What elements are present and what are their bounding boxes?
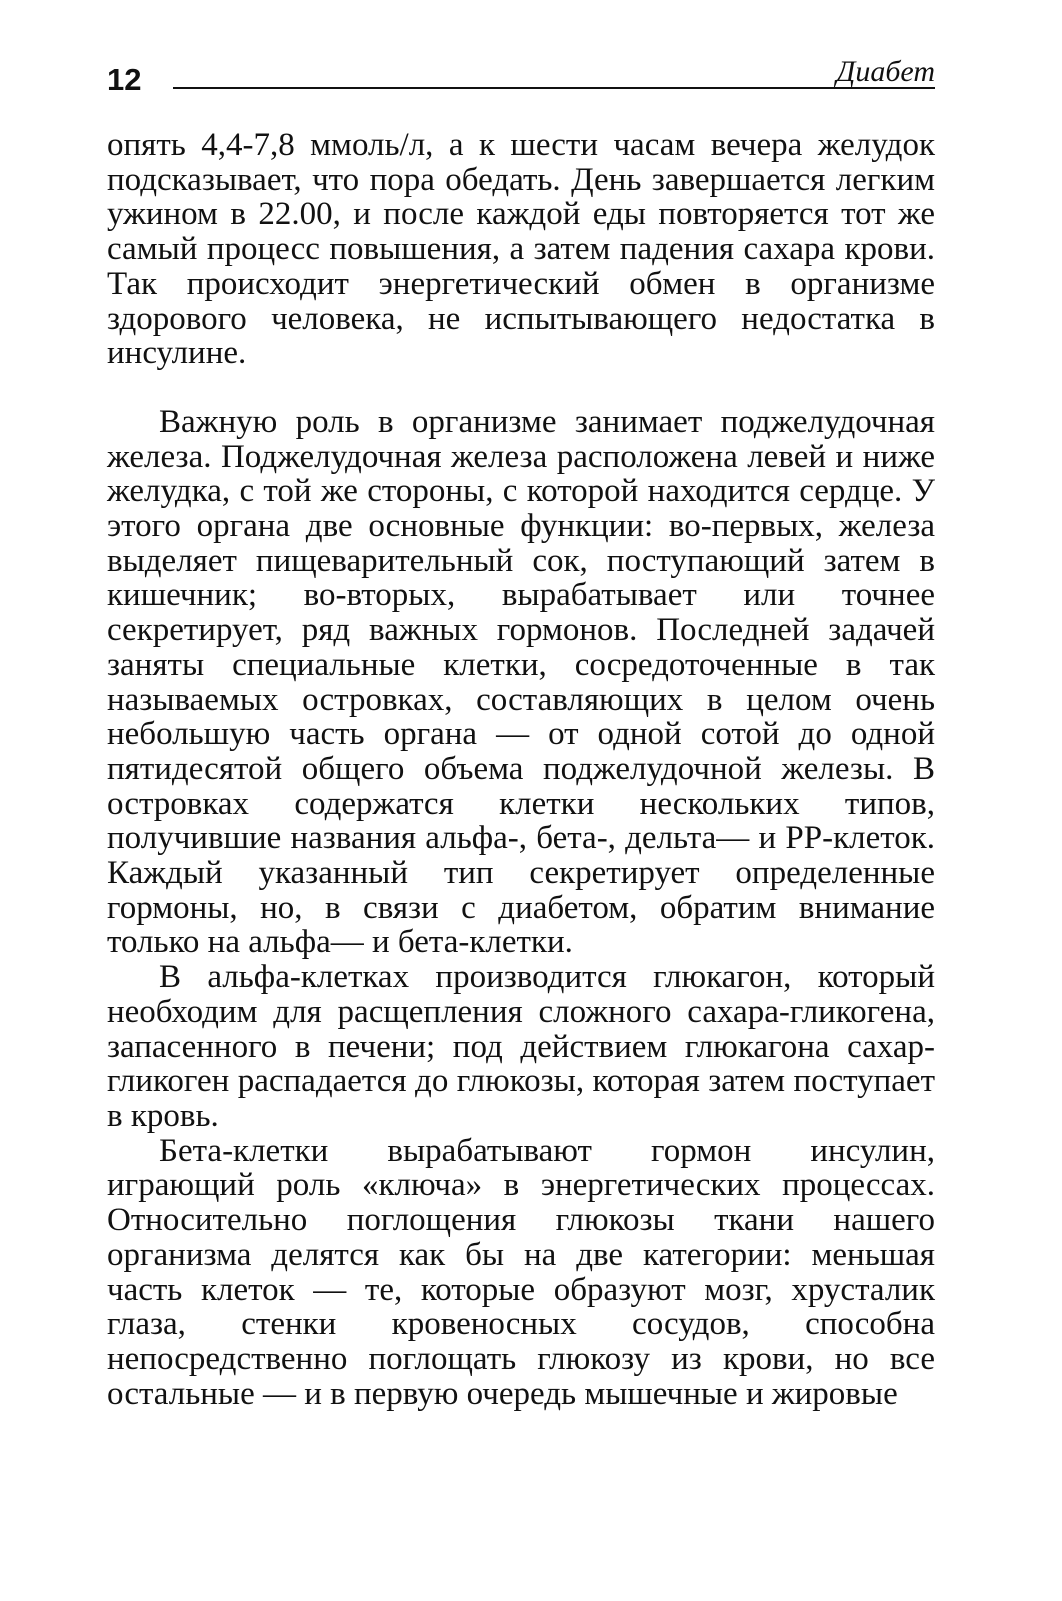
running-title: Диабет	[836, 55, 935, 88]
paragraph-beta-cells: Бета-клетки вырабатывают гормон инсулин, играющий роль «ключа» в энергетических процессах. Относительно поглощения глюкозы ткани нашего организма делятся как бы на две категории: меньшая часть клеток — те, которые образуют мозг, хрусталик глаза, стенки кровеносных сосудов, способна непосредственно поглощать глюкозу из крови, но все остальные — и в первую очередь мышечные и жировые	[107, 1132, 935, 1412]
paragraph-pancreas: Важную роль в организме занимает поджелудочная железа. Поджелудочная железа расположена левей и ниже желудка, с той же стороны, с которой находится сердце. У этого органа две основные функции: во-первых, железа выделяет пищеварительный сок, поступающий затем в кишечник; во-вторых, вырабатывает или точнее секретирует, ряд важных гормонов. Последней задачей заняты специальные клетки, сосредоточенные в так называемых островках, составляющих в целом очень небольшую часть органа — от одной сотой до одной пятидесятой общего объема поджелудочной железы. В островках содержатся клетки нескольких типов, получившие названия альфа-, бета-, дельта— и РР-клеток. Каждый указанный тип секретирует определенные гормоны, но, в связи с диабетом, обратим внимание только на альфа— и бета-клетки.	[107, 403, 935, 961]
running-head	[107, 55, 935, 98]
body-text	[107, 128, 935, 1411]
header-rule	[173, 87, 935, 89]
paragraph-alpha-cells: В альфа-клетках производится глюкагон, который необходим для расщепления сложного сахара-гликогена, запасенного в печени; под действием глюкагона сахар-гликоген распадается до глюкозы, которая затем поступает в кровь.	[107, 959, 935, 1134]
page-number: 12	[107, 62, 142, 97]
paragraph-continued: опять 4,4-7,8 ммоль/л, а к шести часам вечера желудок подсказывает, что пора обедать. День завершается легким ужином в 22.00, и после каждой еды повторяется тот же самый процесс повышения, а затем падения сахара крови. Так происходит энергетический обмен в организме здорового человека, не испытывающего недостатка в инсулине.	[107, 127, 935, 372]
